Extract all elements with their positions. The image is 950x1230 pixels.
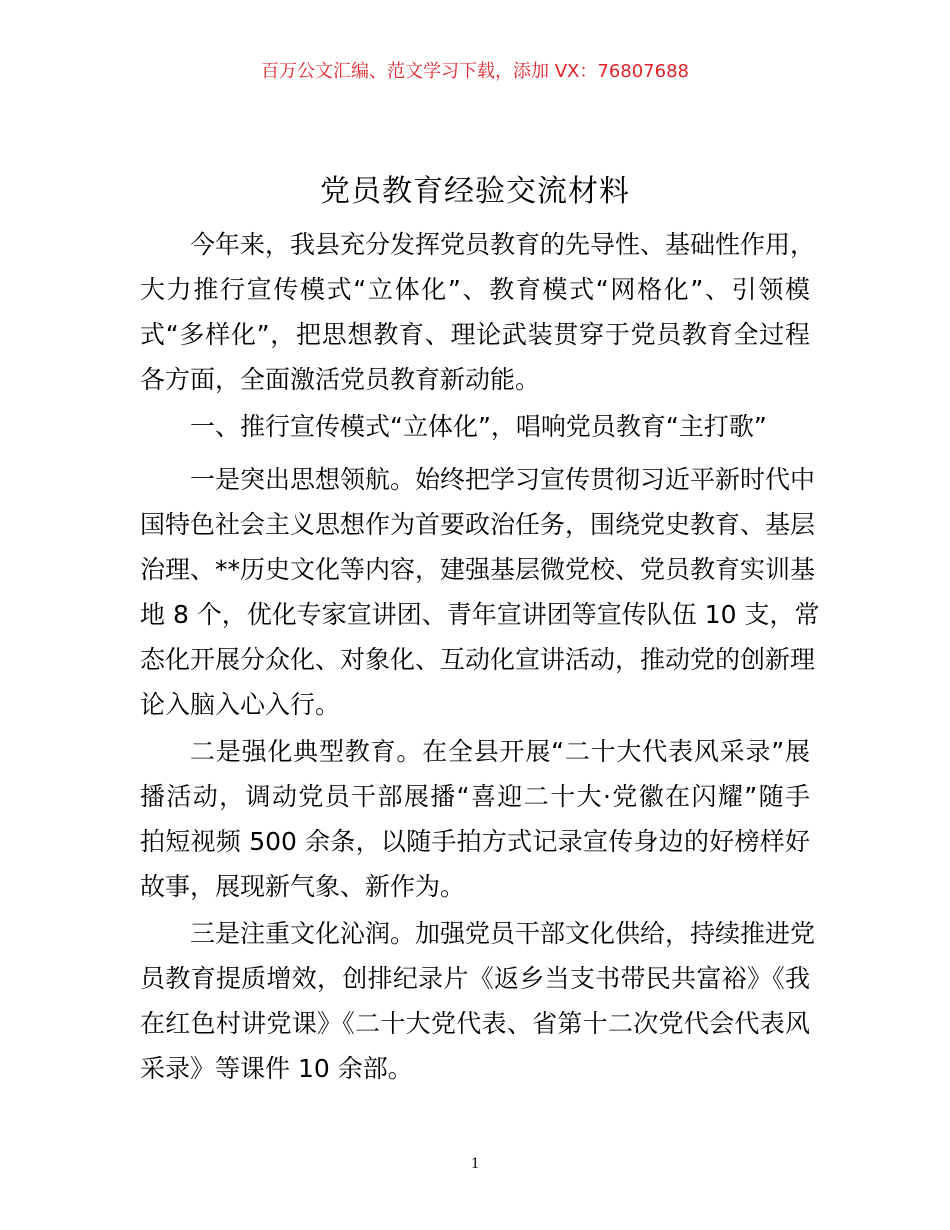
text-line: 国特色社会主义思想作为首要政治任务，围绕党史教育、基层: [140, 510, 816, 539]
text-line: 式“多样化”，把思想教育、理论武装贯穿于党员教育全过程: [140, 320, 810, 349]
text-line: 一、推行宣传模式“立体化”，唱响党员教育“主打歌”: [190, 412, 767, 441]
text-line: 大力推行宣传模式“立体化”、教育模式“网格化”、引领模: [140, 275, 810, 304]
text-line: 论入脑入心入行。: [140, 690, 341, 719]
document-title: 党员教育经验交流材料: [320, 174, 630, 209]
section-heading: [140, 404, 810, 449]
text-line: 二是强化典型教育。在全县开展“二十大代表风采录”展: [190, 737, 810, 766]
text-line: 态化开展分众化、对象化、互动化宣讲活动，推动党的创新理: [140, 645, 816, 674]
text-line: 故事，展现新气象、新作为。: [140, 872, 466, 901]
watermark-header: 百万公文汇编、范文学习下载，添加 VX：76807688: [261, 61, 689, 82]
text-line: 各方面，全面激活党员教育新动能。: [140, 365, 541, 394]
text-line: 一是突出思想领航。始终把学习宣传贯彻习近平新时代中: [190, 465, 816, 494]
paragraph-intro: [140, 222, 816, 402]
text-line: 在红色村讲党课》《二十大党代表、省第十二次党代会代表风: [140, 1009, 810, 1038]
text-line: 员教育提质增效，创排纪录片《返乡当支书带民共富裕》《我: [140, 964, 810, 993]
page-number: 1: [471, 1155, 479, 1172]
text-line: 三是注重文化沁润。加强党员干部文化供给，持续推进党: [190, 919, 816, 948]
text-line: 地 8 个，优化专家宣讲团、青年宣讲团等宣传队伍 10 支，常: [140, 600, 820, 629]
document-body: [140, 222, 820, 1093]
text-line: 治理、**历史文化等内容，建强基层微党校、党员教育实训基: [140, 555, 816, 584]
paragraph-2: [140, 729, 810, 909]
text-line: 播活动，调动党员干部展播“喜迎二十大·党徽在闪耀”随手: [140, 782, 810, 811]
paragraph-3: [140, 911, 816, 1091]
text-line: 采录》等课件 10 余部。: [140, 1054, 413, 1083]
text-line: 拍短视频 500 余条，以随手拍方式记录宣传身边的好榜样好: [140, 827, 810, 856]
paragraph-1: [140, 457, 820, 727]
text-line: 今年来，我县充分发挥党员教育的先导性、基础性作用，: [190, 230, 816, 259]
